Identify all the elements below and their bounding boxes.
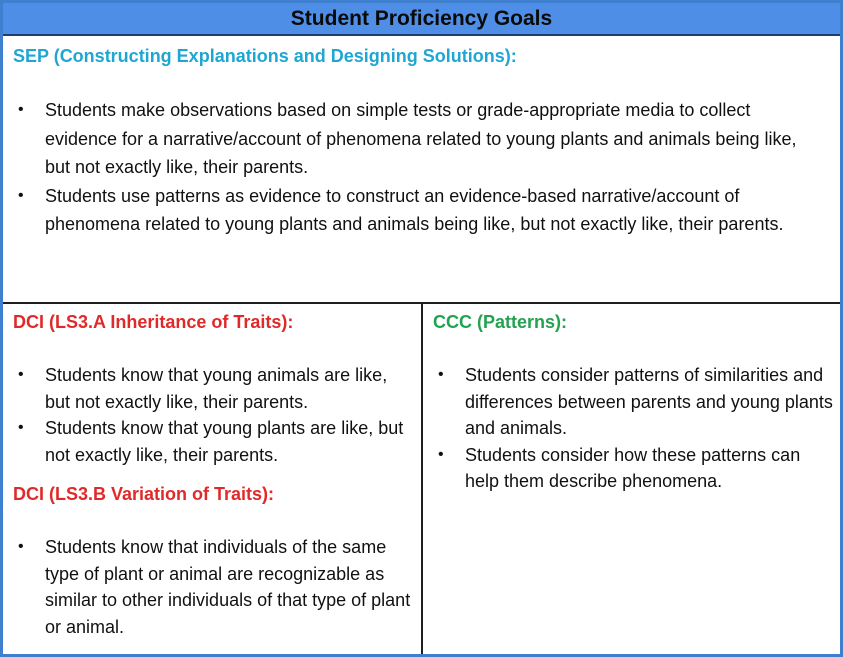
sep-bullet-list: [13, 96, 830, 239]
bullet-icon: •: [438, 366, 444, 383]
list-item: [13, 415, 411, 468]
bullet-icon: •: [18, 186, 24, 204]
bullet-icon: •: [438, 445, 444, 463]
bullet-text: Students use patterns as evidence to construct an evidence-based narrative/account of phenomena related to young plants and animals being like, but not exactly like, their parents.: [45, 185, 784, 234]
dci-column: [3, 304, 423, 654]
list-item: [13, 96, 830, 182]
list-item: [13, 534, 411, 640]
dci-b-title: DCI (LS3.B Variation of Traits):: [13, 484, 275, 504]
bullet-icon: •: [18, 366, 24, 383]
dci-a-title: DCI (LS3.A Inheritance of Traits):: [13, 312, 294, 332]
sep-title: SEP (Constructing Explanations and Designing Solutions):: [13, 46, 517, 66]
bullet-text: Students consider how these patterns can help them describe phenomena.: [465, 444, 801, 491]
bullet-text: Students know that young plants are like, but not exactly like, their parents.: [45, 418, 404, 465]
bullet-text: Students consider patterns of similarities and differences between parents and young plants and animals.: [465, 365, 833, 438]
table-header: [3, 3, 840, 36]
bullet-text: Students know that young animals are like, but not exactly like, their parents.: [45, 365, 388, 412]
table-title: Student Proficiency Goals: [290, 6, 553, 30]
bullet-text: Students know that individuals of the same type of plant or animal are recognizable as similar to other individuals of that type of plant or animal.: [45, 537, 411, 637]
list-item: [13, 362, 411, 415]
bullet-icon: •: [18, 419, 24, 436]
sep-section: [3, 36, 840, 304]
ccc-column: [423, 304, 840, 654]
ccc-bullet-list: [433, 362, 834, 495]
dci-a-bullet-list: [13, 362, 411, 468]
list-item: [13, 182, 830, 239]
bullet-icon: •: [18, 101, 24, 118]
bullet-text: Students make observations based on simple tests or grade-appropriate media to collect evidence for a narrative/account of phenomena related to young plants and animals being like, but not exactly like, their parents.: [45, 100, 797, 177]
ccc-title: CCC (Patterns):: [433, 312, 568, 332]
list-item: [433, 442, 834, 495]
bullet-icon: •: [18, 538, 24, 555]
dci-b-bullet-list: [13, 534, 411, 640]
lower-row: [3, 304, 840, 654]
list-item: [433, 362, 834, 442]
